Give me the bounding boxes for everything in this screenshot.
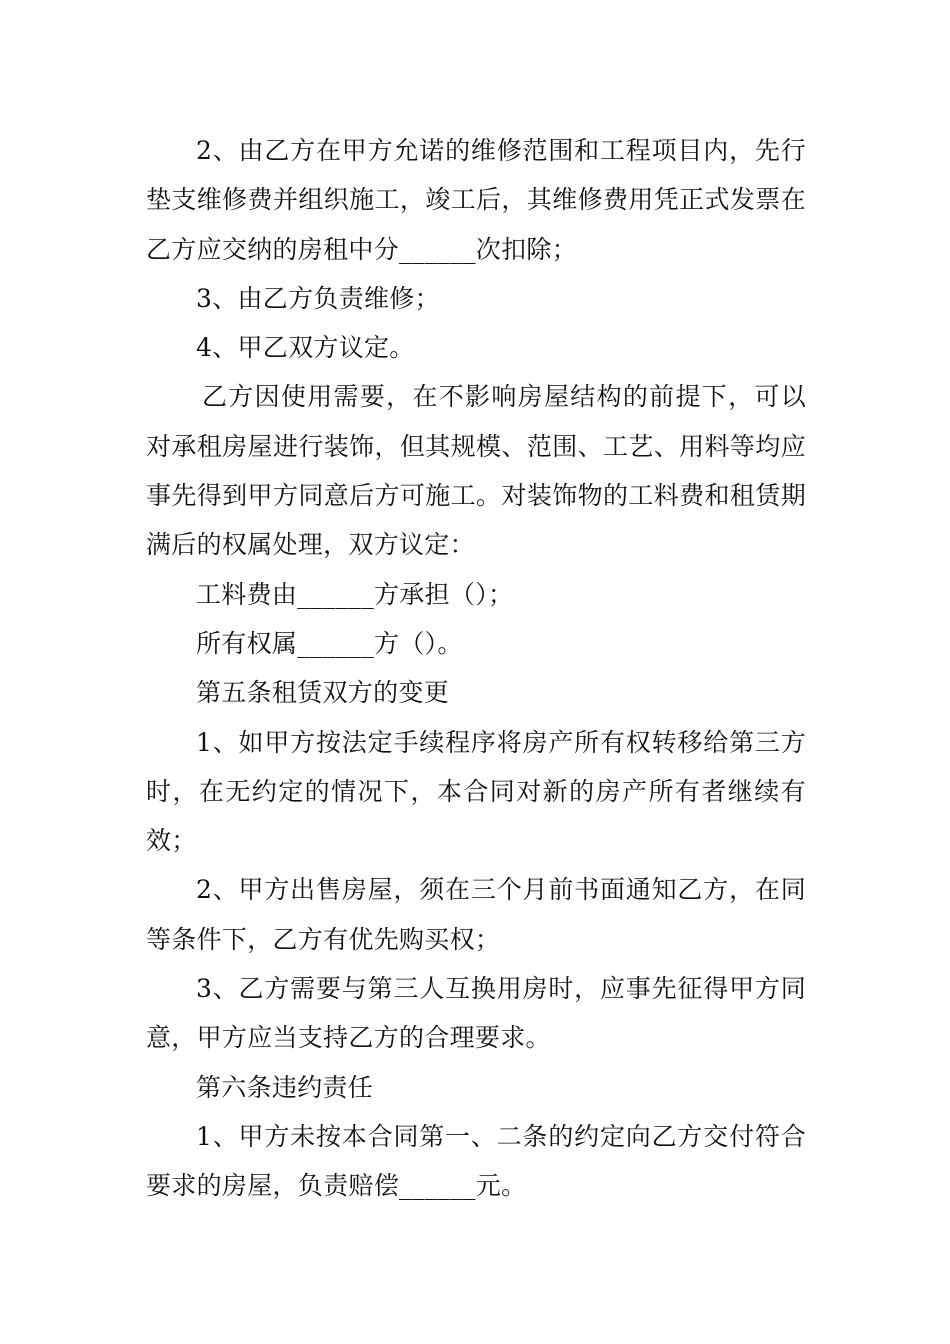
paragraph-sale-notice: 2、甲方出售房屋，须在三个月前书面通知乙方，在同等条件下，乙方有优先购买权； [146, 875, 806, 954]
paragraph-material-cost: 工料费由______方承担（）； [196, 579, 514, 609]
document-body [146, 126, 806, 1211]
section-heading-article-6: 第六条违约责任 [196, 1072, 374, 1102]
paragraph-decoration: 乙方因使用需要，在不影响房屋结构的前提下，可以对承租房屋进行装饰，但其规模、范围、工艺、用料等均应事先得到甲方同意后方可施工。对装饰物的工料费和租赁期满后的权属处理，双方议定： [146, 382, 806, 560]
paragraph-landlord-breach: 1、甲方未按本合同第一、二条的约定向乙方交付符合要求的房屋，负责赔偿______元。 [146, 1121, 806, 1201]
paragraph-ownership: 所有权属______方（）。 [196, 628, 463, 658]
paragraph-housing-exchange: 3、乙方需要与第三人互换用房时，应事先征得甲方同意，甲方应当支持乙方的合理要求。 [146, 974, 806, 1053]
section-heading-article-5: 第五条租赁双方的变更 [196, 678, 450, 708]
paragraph-ownership-transfer: 1、如甲方按法定手续程序将房产所有权转移给第三方时，在无约定的情况下，本合同对新的房产所有者继续有效； [146, 727, 806, 856]
paragraph-mutual-agreement: 4、甲乙双方议定。 [196, 333, 415, 363]
paragraph-tenant-repair: 3、由乙方负责维修； [196, 283, 440, 313]
paragraph-repair-advance: 2、由乙方在甲方允诺的维修范围和工程项目内，先行垫支维修费并组织施工，竣工后，其维修费用凭正式发票在乙方应交纳的房租中分______次扣除； [146, 136, 806, 264]
